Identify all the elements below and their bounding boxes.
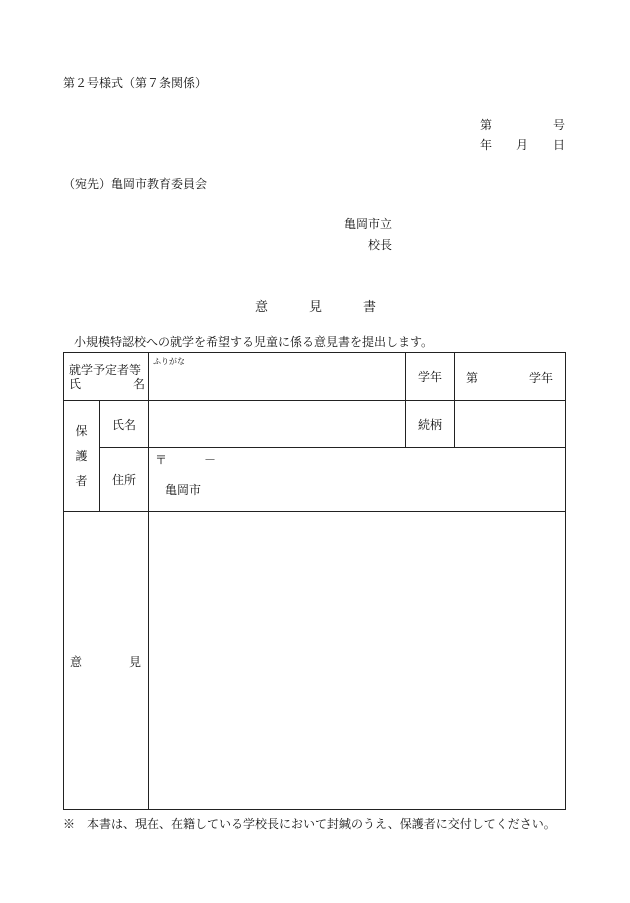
opinion-field[interactable] [149,512,566,810]
footnote: ※ 本書は、現在、在籍している学校長において封緘のうえ、保護者に交付してください。 [63,817,556,831]
date-year: 年 [480,138,493,152]
title-char-1: 意 [255,300,269,315]
student-label-name: 名 [132,376,145,391]
doc-number-prefix: 第 [480,118,493,132]
student-name-field[interactable] [149,353,406,401]
grade-field[interactable] [455,353,566,401]
relation-field[interactable] [455,401,566,448]
form-number: 第２号様式（第７条関係） [63,76,208,90]
addressee: （宛先）亀岡市教育委員会 [63,177,208,191]
opinion-char-1: 意 [70,654,83,669]
grade-label: 学年 [406,353,455,401]
student-label-surname: 氏 [69,376,82,391]
opinion-char-2: 見 [128,654,141,669]
student-label-line1: 就学予定者等 [69,362,142,377]
sender-principal: 校長 [368,238,393,252]
relation-label: 続柄 [406,401,455,448]
address-city: 亀岡市 [165,483,202,497]
address-label: 住所 [100,448,149,512]
sender-school: 亀岡市立 [344,217,393,231]
student-label-cell [64,353,149,401]
intro-text: 小規模特認校への就学を希望する児童に係る意見書を提出します。 [74,335,434,349]
opinion-form-table [63,352,566,810]
postal-dash: － [204,453,217,467]
grade-prefix: 第 [466,370,479,385]
postal-mark: 〒 [155,453,168,467]
guardian-name-field[interactable] [149,401,406,448]
date-day: 日 [553,138,566,152]
grade-suffix: 学年 [528,370,553,385]
furigana-label: ふりがな [153,357,185,366]
guardian-char-3: 者 [75,473,88,488]
date-month: 月 [516,138,529,152]
guardian-name-label: 氏名 [100,401,149,448]
doc-number-suffix: 号 [553,118,566,132]
opinion-label-cell [64,512,149,810]
title-char-2: 見 [309,300,323,315]
address-field[interactable] [149,448,566,512]
guardian-label-cell [64,401,100,512]
guardian-char-2: 護 [75,448,88,463]
title-char-3: 書 [363,300,377,315]
guardian-char-1: 保 [75,423,88,438]
